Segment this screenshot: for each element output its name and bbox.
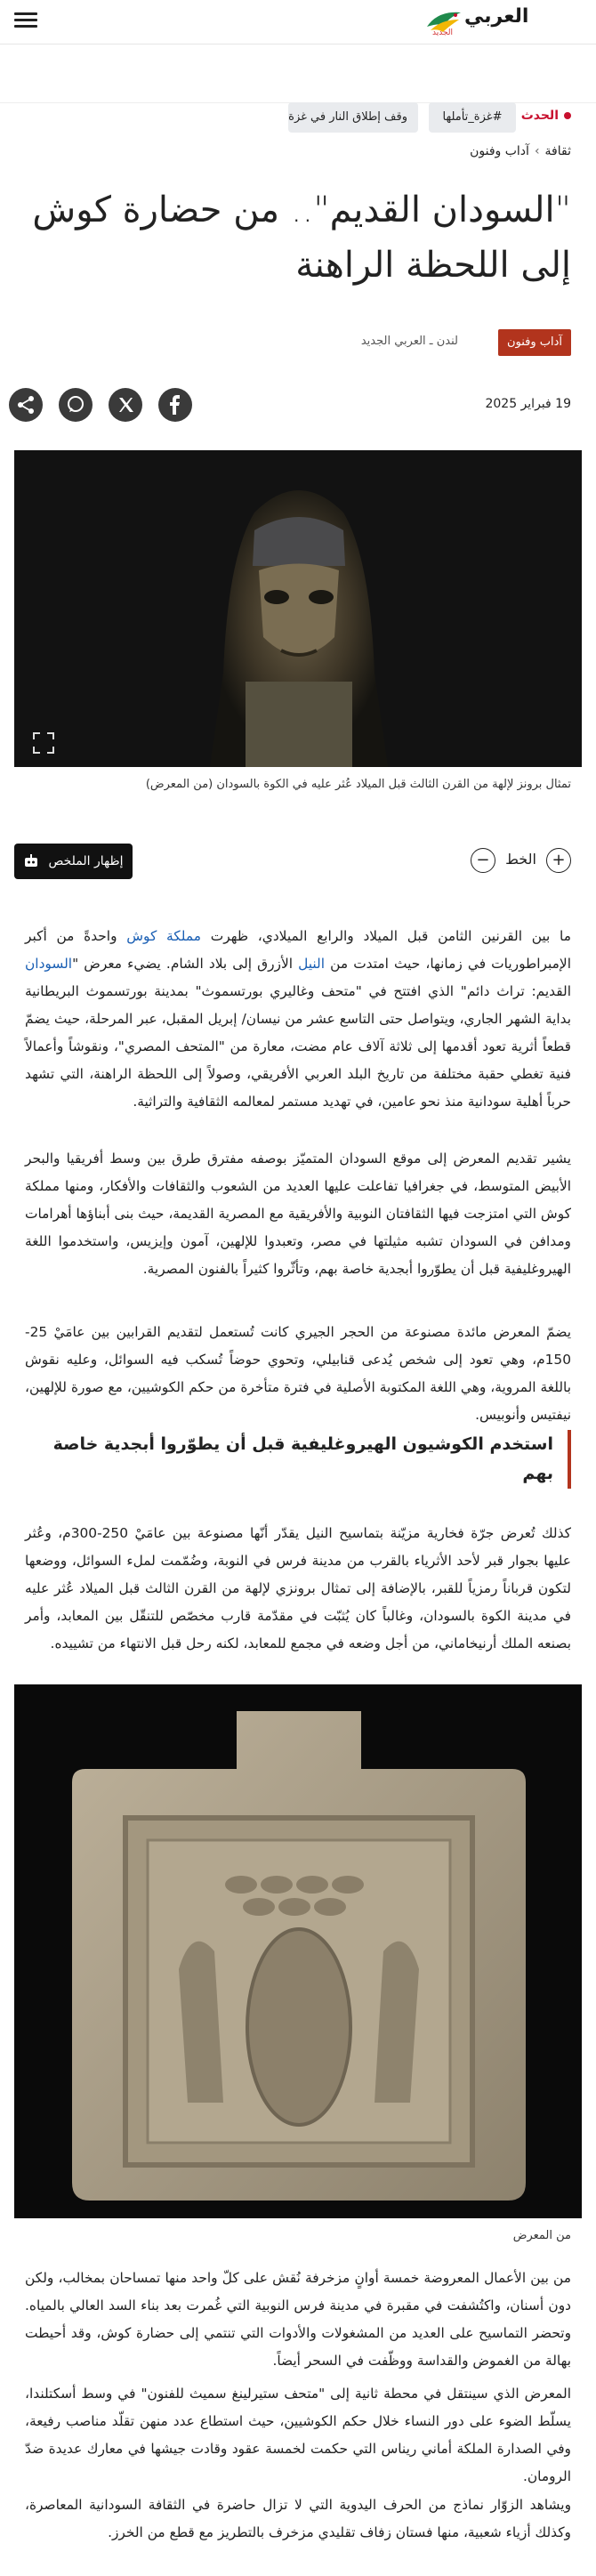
hero-image[interactable] <box>14 450 582 767</box>
summary-button[interactable] <box>14 844 133 879</box>
site-logo[interactable] <box>425 5 559 41</box>
share-icon[interactable] <box>9 388 43 422</box>
robot-icon <box>23 854 39 868</box>
breadcrumb-item[interactable]: آداب وفنون <box>470 144 529 158</box>
text-span: ما بين القرنين الثامن قبل الميلاد والرابع الميلادي، ظهرت <box>201 928 571 944</box>
x-share-icon[interactable] <box>109 388 142 422</box>
font-increase-icon[interactable]: + <box>546 848 571 873</box>
live-label-text: الحدث <box>520 109 559 123</box>
article-paragraph: يضمّ المعرض مائدة مصنوعة من الحجر الجيري كانت تُستعمل لتقديم القرابين بين عامَيْ 25-150م، وهي تعود إلى شخص يُدعى قنابيلي، وتحوي حوضاً تُسكب فيه السوائل، وعليه نقوش باللغة المروية، وهي اللغة المكتوبة الأصلية في فترة متأخرة من حكم الكوشيين، مع صورة للإلهين، نيفتيس وأنوبيس. <box>25 1324 571 1423</box>
font-decrease-icon[interactable]: − <box>471 848 495 873</box>
article-paragraph: من بين الأعمال المعروضة خمسة أوانٍ مزخرفة نُقش على كلّ واحد منها تمساحان بمخالب، ولكن دون أسنان، واكتُشفت في مقبرة في مدينة فرس النوبية التي غُمرت بعد بناء السد العالي بالمياه. وتحضر التماسيح على العديد من المشغولات والأدوات التي تنتمي إلى حضارة كوش، وقد أحيطت بهالة من الغموض والقداسة ووظّفت في السحر أيضاً. <box>25 2270 571 2369</box>
chevron-left-icon: › <box>534 144 540 158</box>
inline-link[interactable]: السودان <box>25 956 73 972</box>
inline-link[interactable]: مملكة كوش <box>126 928 202 944</box>
image-caption: من المعرض <box>512 2229 571 2242</box>
summary-button-label: إظهار الملخص <box>48 854 124 868</box>
article-tools <box>0 844 596 879</box>
article-paragraph <box>25 923 571 1116</box>
stone-tablet-image <box>14 1684 582 2218</box>
live-dot-icon <box>564 112 571 119</box>
text-span: واحدةً من أكبر الإمبراطوريات في زمانها، حيث امتدت من <box>25 928 571 972</box>
text-span: الأزرق إلى بلاد الشام. يضيء معرض " <box>72 956 299 972</box>
facebook-share-icon[interactable] <box>158 388 192 422</box>
article-title: "السودان القديم".. من حضارة كوش إلى اللحظة الراهنة <box>32 190 571 286</box>
logo-subtext: الجديد <box>432 28 454 37</box>
article-paragraph: يشير تقديم المعرض إلى موقع السودان المتميّز بوصفه مفترق طرق بين وسط أفريقيا والبحر الأبيض المتوسط، في جغرافيا تفاعلت عليها العديد من الشعوب والثقافات والأفكار، ومنها مملكة كوش التي امتزجت فيها الثقافتان النوبية والأفريقية مع المصرية القديمة، حيث بنى أبناؤها أهرامات ومدافن في السودان تشبه مثيلتها في مصر، وتعبدوا للإلهين، آمون وإيزيس، واستخدموا اللغة الهيروغليفية قبل أن يطوّروا أبجدية خاصة بهم، وتأثّروا كثيراً بالفنون المصرية. <box>25 1151 571 1277</box>
inline-link[interactable]: النيل <box>298 956 326 972</box>
article-paragraph: كذلك تُعرض جرّة فخارية مزيّنة بتماسيح النيل يقدّر أنّها مصنوعة بين عامَيْ 250-300م، وعُثر عليها بجوار قبر لأحد الأثرياء بالقرب من مدينة فرس في النوبة، وضُمّمت لملء السوائل، ووضعها لتكون قرباناً رمزياً للقبر، بالإضافة إلى تمثال برونزي لإلهة من القرن الثالث قبل الميلاد عُثر عليه في مدينة الكوة بالسودان، وغالباً كان يُثبّت في مقدّمة قارب مخصّص للتنقّل بين المعابد، وأمر بصنعه الملك أرنيخاماني، من أجل وضعه في مجمع للمعابد، لكنه رحل قبل الانتهاء من تشييده. <box>25 1525 572 1651</box>
offering-table-image[interactable] <box>14 1684 582 2218</box>
live-label[interactable] <box>521 109 571 123</box>
byline: لندن ـ العربي الجديد <box>360 335 458 348</box>
trending-pill[interactable]: #غزة_تأملها <box>429 102 516 133</box>
whatsapp-share-icon[interactable] <box>59 388 93 422</box>
hero-caption: تمثال برونز لإلهة من القرن الثالث قبل الميلاد عُثر عليه في الكوة بالسودان (من المعرض) <box>145 778 571 791</box>
site-header <box>0 0 596 44</box>
article-paragraph: المعرض الذي سينتقل في محطة ثانية إلى "متحف ستيرلينغ سميث للفنون" في وسط أسكتلندا، يسلّط الضوء على دور النساء خلال حكم الكوشيين، حيث استطاع عدد منهن تقلّد مناصب رفيعة، وفي الصدارة الملكة أماني ريناس التي حكمت لخمسة عقود وقادت جيشها في معارك عديدة ضدّ الرومان. <box>25 2386 571 2484</box>
article-subheading: استخدم الكوشيون الهيروغليفية قبل أن يطوّروا أبجدية خاصة بهم <box>37 1430 571 1489</box>
font-label: الخط <box>505 851 536 868</box>
breadcrumb <box>470 144 571 158</box>
article-paragraph: ويشاهد الزوّار نماذج من الحرف اليدوية التي لا تزال حاضرة في الثقافة السودانية المعاصرة، وكذلك أزياء شعبية، منها فستان زفاف تقليدي مزخرف بالتطريز مع قطع من الخرز. <box>25 2497 571 2540</box>
bronze-statue-image <box>14 450 582 767</box>
text-span: القديم: تراث دائم" الذي افتتح في "متحف وغاليري بورتسموث" بمدينة بورتسموث البريطانية بداية الشهر الجاري، ويتواصل حتى التاسع عشر من نيسان/ إبريل المقبل، عبر المرحلة، حيث يضمّ قطعاً أثرية تعود أقدمها إلى ثلاثة آلاف عام مضت، معارة من "المتحف المصري"، ونقوشاً وأعمالاً فنية تغطي حقبة مختلفة من تاريخ البلد العربي الأفريقي، وصولاً إلى اللحظة الراهنة، التي تشهد حرباً أهلية سودانية منذ نحو عامين، في تهديد مستمر لمعالمه الثقافية والتراثية. <box>25 983 571 1110</box>
publish-date: 19 فبراير 2025 <box>485 397 571 411</box>
category-tag[interactable]: آداب وفنون <box>498 329 571 356</box>
expand-icon[interactable] <box>32 731 55 755</box>
breadcrumb-item[interactable]: ثقافة <box>544 144 571 158</box>
logo-text: العربي <box>464 5 529 28</box>
trending-pill[interactable]: وقف إطلاق النار في غزة <box>288 102 418 133</box>
menu-icon[interactable] <box>14 11 37 30</box>
trending-bar <box>0 44 596 124</box>
font-size-control <box>471 844 571 876</box>
